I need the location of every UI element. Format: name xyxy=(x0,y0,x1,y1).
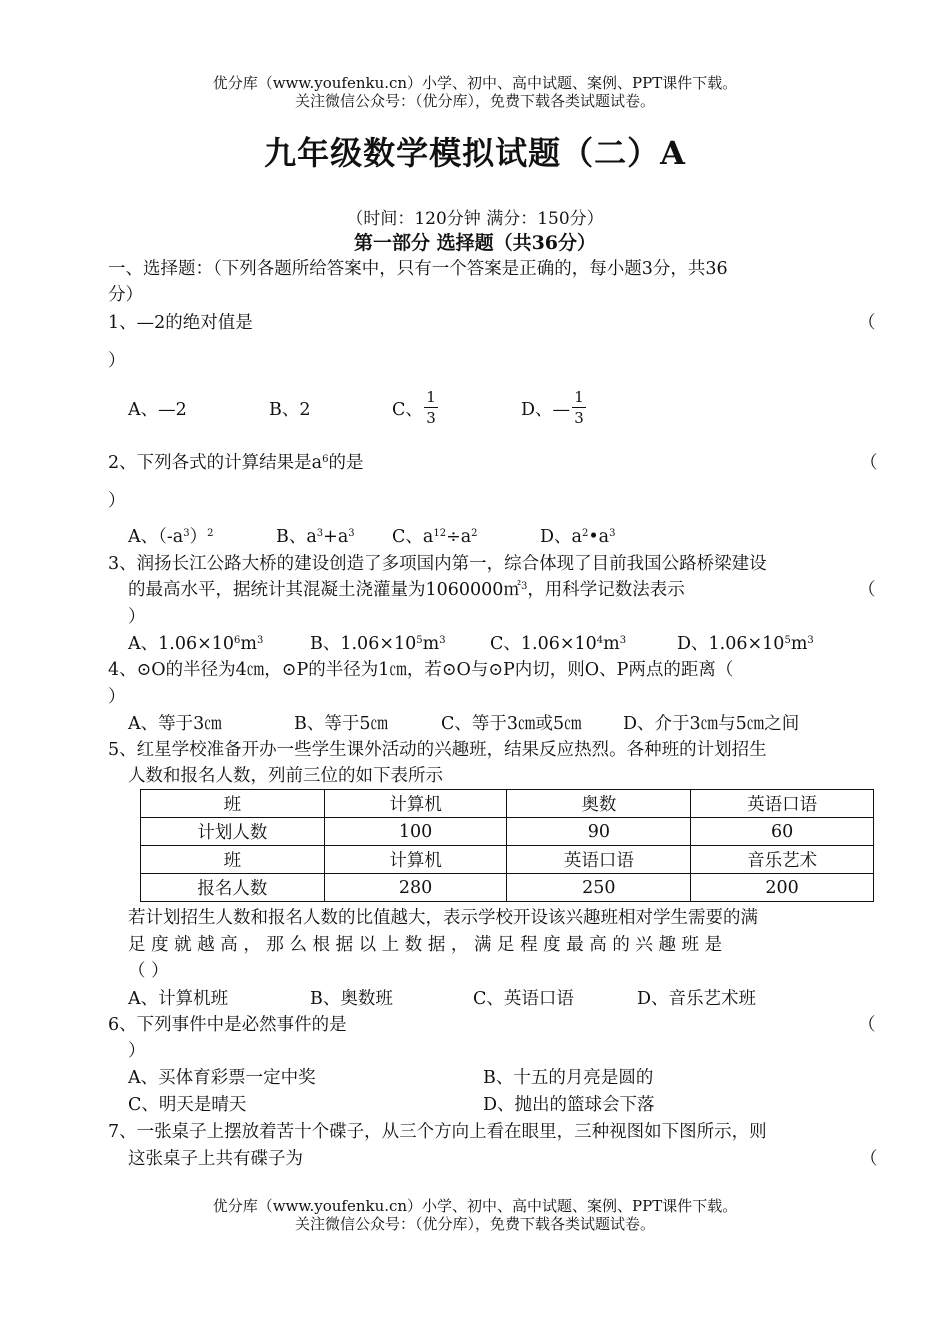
table-cell: 奥数 xyxy=(507,790,691,818)
q4-option-b: B、等于5㎝ xyxy=(294,714,388,734)
q6-paren-open: （ xyxy=(858,1015,876,1035)
q4-option-d: D、介于3㎝与5㎝之间 xyxy=(623,714,800,734)
q5-line-1: 5、红星学校准备开办一些学生课外活动的兴趣班，结果反应热烈。各种班的计划招生 xyxy=(108,740,767,760)
site-footer-line-2: 关注微信公众号：（优分库），免费下载各类试题试卷。 xyxy=(294,1215,655,1233)
table-cell: 200 xyxy=(691,874,874,902)
table-row xyxy=(141,790,874,818)
table-cell: 班 xyxy=(141,846,325,874)
q4-option-a: A、等于3㎝ xyxy=(128,714,222,734)
fraction-numerator: 1 xyxy=(426,388,436,406)
table-cell: 计划人数 xyxy=(141,818,325,846)
site-header-line-1: 优分库（www.youfenku.cn）小学、初中、高中试题、案例、PPT课件下载。 xyxy=(212,74,738,92)
q5-after-line-2: 足 度 就 越 高 ， 那 么 根 据 以 上 数 据 ， 满 足 程 度 最 高 的 兴 趣 班 是 xyxy=(128,935,723,955)
q5-option-b: B、奥数班 xyxy=(310,989,393,1009)
table-cell: 音乐艺术 xyxy=(691,846,874,874)
q1-option-c-label: C、 xyxy=(392,400,423,420)
q7-line-2: 这张桌子上共有碟子为 xyxy=(128,1149,303,1169)
q2-option-d: D、$a^2•a^3$ xyxy=(540,527,616,547)
table-cell: 计算机 xyxy=(324,846,507,874)
q3-paren-open: （ xyxy=(858,580,876,600)
table-cell: 60 xyxy=(691,818,874,846)
site-header-line-2: 关注微信公众号：（优分库），免费下载各类试题试卷。 xyxy=(294,92,655,110)
q6-option-d: D、抛出的篮球会下落 xyxy=(483,1095,655,1115)
table-cell: 班 xyxy=(141,790,325,818)
q1-option-a: A、—2 xyxy=(128,400,187,420)
q7-line-1: 7、一张桌子上摆放着苦十个碟子，从三个方向上看在眼里，三种视图如下图所示，则 xyxy=(108,1122,767,1142)
q1-stem: 1、—2的绝对值是 xyxy=(108,313,253,333)
table-row xyxy=(141,818,874,846)
q5-line-2: 人数和报名人数，列前三位的如下表所示 xyxy=(128,766,443,786)
exam-time-score: （时间：120分钟 满分：150分） xyxy=(346,209,604,229)
table-row xyxy=(141,874,874,902)
q1-option-b: B、2 xyxy=(269,400,311,420)
q1-option-d-label: D、— xyxy=(521,400,571,420)
q6-paren-close: ） xyxy=(128,1041,146,1061)
q2-option-b: B、$a^3+a^3$ xyxy=(276,527,355,547)
q2-paren-open: （ xyxy=(860,453,878,473)
q5-option-d: D、音乐艺术班 xyxy=(637,989,757,1009)
instructions-line-1: 一、选择题：（下列各题所给答案中，只有一个答案是正确的，每小题3分，共36 xyxy=(108,259,728,279)
q5-answer-paren: （ ） xyxy=(128,961,169,981)
q3-paren-close: ） xyxy=(128,607,146,627)
q1-option-c-fraction xyxy=(424,388,438,427)
q7-paren-open: （ xyxy=(860,1149,878,1169)
q3-line-1: 3、润扬长江公路大桥的建设创造了多项国内第一，综合体现了目前我国公路桥梁建设 xyxy=(108,554,767,574)
q6-option-c: C、明天是晴天 xyxy=(128,1095,247,1115)
table-row xyxy=(141,846,874,874)
q4-paren-close: ） xyxy=(108,687,126,707)
table-cell: 英语口语 xyxy=(691,790,874,818)
q5-option-a: A、计算机班 xyxy=(128,989,229,1009)
table-cell: 250 xyxy=(507,874,691,902)
q2-paren-close: ） xyxy=(108,491,126,511)
q3-option-b: B、$1.06\times 10^5m^3$ xyxy=(310,634,446,654)
fraction-denominator: 3 xyxy=(426,409,436,427)
table-cell: 英语口语 xyxy=(507,846,691,874)
q2-stem: 2、下列各式的计算结果是$a^6$的是 xyxy=(108,453,364,473)
enrollment-table xyxy=(140,789,874,902)
q3-option-a: A、$1.06\times 10^6m^3$ xyxy=(128,634,264,654)
fraction-numerator: 1 xyxy=(574,388,584,406)
q4-stem: 4、⊙O的半径为4㎝，⊙P的半径为1㎝，若⊙O与⊙P内切，则O、P两点的距离（ xyxy=(108,660,734,680)
page-title: 九年级数学模拟试题（二）A xyxy=(264,134,686,172)
table-cell: 计算机 xyxy=(324,790,507,818)
q1-paren-close: ） xyxy=(108,351,126,371)
q3-option-d: D、$1.06\times 10^5m^3$ xyxy=(677,634,814,654)
q5-option-c: C、英语口语 xyxy=(473,989,574,1009)
table-cell: 100 xyxy=(324,818,507,846)
table-cell: 报名人数 xyxy=(141,874,325,902)
fraction-denominator: 3 xyxy=(574,409,584,427)
q1-option-d-fraction xyxy=(572,388,586,427)
section-heading: 第一部分 选择题（共36分） xyxy=(353,232,597,254)
q6-option-b: B、十五的月亮是圆的 xyxy=(483,1068,654,1088)
q6-stem: 6、下列事件中是必然事件的是 xyxy=(108,1015,347,1035)
instructions-line-2: 分） xyxy=(108,285,143,305)
q3-option-c: C、$1.06\times 10^4m^3$ xyxy=(490,634,627,654)
site-footer-line-1: 优分库（www.youfenku.cn）小学、初中、高中试题、案例、PPT课件下载。 xyxy=(212,1197,738,1215)
q2-option-a: A、$(-a^3)^2$ xyxy=(128,527,214,547)
q6-option-a: A、买体育彩票一定中奖 xyxy=(128,1068,316,1088)
q4-option-c: C、等于3㎝或5㎝ xyxy=(441,714,582,734)
q5-after-line-1: 若计划招生人数和报名人数的比值越大，表示学校开设该兴趣班相对学生需要的满 xyxy=(128,908,758,928)
table-cell: 280 xyxy=(324,874,507,902)
q1-paren-open: （ xyxy=(858,313,876,333)
table-cell: 90 xyxy=(507,818,691,846)
q3-line-2: 的最高水平，据统计其混凝土浇灌量为1060000㎡$^3$，用科学记数法表示 xyxy=(128,580,685,600)
q2-option-c: C、$a^{12}\div a^2$ xyxy=(392,527,478,547)
